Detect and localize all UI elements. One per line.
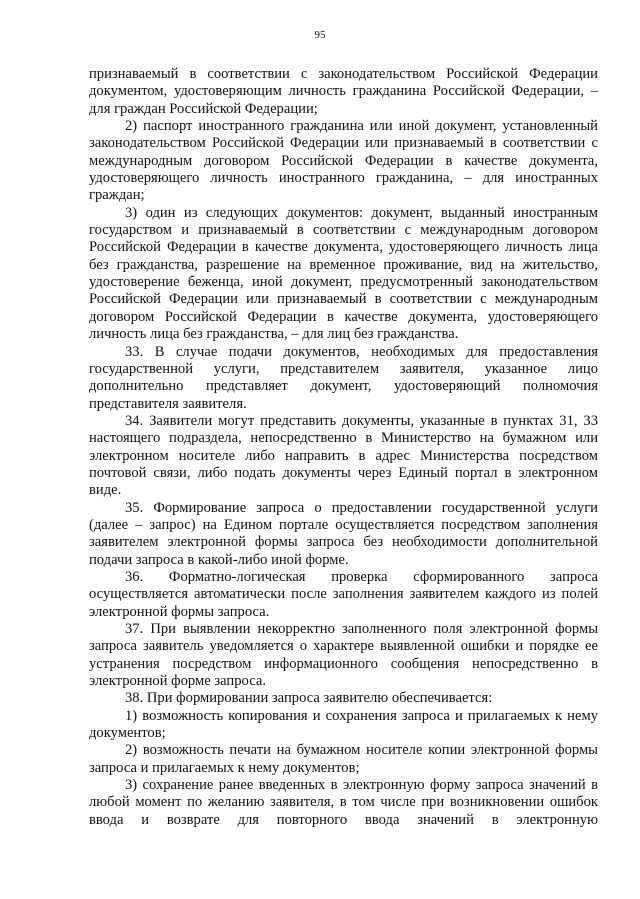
paragraph-clause-34: 34. Заявители могут представить документы, указанные в пунктах 31, 33 настоящего подраздела, непосредственно в Министерство на бумажном или электронном носителе либо направить в адрес Министерства посредством почтовой связи, либо подать документы через Единый портал в электронном виде. — [89, 412, 598, 499]
paragraph-item-2: 2) паспорт иностранного гражданина или иной документ, установленный законодательством Российской Федерации или признаваемый в соответствии с международным договором Российской Федерации в качестве документа, удостоверяющего личность иностранного гражданина, – для иностранных граждан; — [89, 118, 598, 204]
page-number: 95 — [314, 29, 326, 41]
paragraph-clause-38: 38. При формировании запроса заявителю обеспечивается: — [125, 690, 493, 707]
paragraph-clause-38-item-2: 2) возможность печати на бумажном носителе копии электронной формы запроса и прилагаемых к нему документов; — [89, 742, 598, 776]
paragraph-clause-35: 35. Формирование запроса о предоставлении государственной услуги (далее – запрос) на Едином портале осуществляется посредством заполнения заявителем электронной формы запроса без необходимости дополнительной подачи запроса в какой-либо иной форме. — [89, 499, 598, 568]
paragraph-clause-37: 37. При выявлении некорректно заполненного поля электронной формы запроса заявитель уведомляется о характере выявленной ошибки и порядке ее устранения посредством информационного сообщения непосредственно в электронной форме запроса. — [89, 621, 598, 690]
paragraph-clause-38-item-3: 3) сохранение ранее введенных в электронную форму запроса значений в любой момент по желанию заявителя, в том числе при возникновении ошибок ввода и возврате для повторного ввода значений в электронную — [89, 777, 598, 828]
page-body — [89, 66, 598, 829]
paragraph-clause-38-item-1: 1) возможность копирования и сохранения запроса и прилагаемых к нему документов; — [89, 707, 598, 742]
paragraph-clause-36: 36. Форматно-логическая проверка сформированного запроса осуществляется автоматически после заполнения заявителем каждого из полей электронной формы запроса. — [89, 568, 598, 620]
paragraph-item-3: 3) один из следующих документов: документ, выданный иностранным государством и признаваемый в соответствии с международным договором Российской Федерации в качестве документа, удостоверяющего личность лица без гражданства, разрешение на временное проживание, вид на жительство, удостоверение беженца, иной документ, предусмотренный законодательством Российской Федерации или признаваемый в соответствии с международным договором Российской Федерации в качестве документа, удостоверяющего личность лица без гражданства, – для лиц без гражданства. — [89, 204, 598, 343]
paragraph-intro-continuation: признаваемый в соответствии с законодательством Российской Федерации документом, удостоверяющим личность гражданина Российской Федерации, – для граждан Российской Федерации; — [89, 66, 598, 117]
paragraph-clause-33: 33. В случае подачи документов, необходимых для предоставления государственной услуги, представителем заявителя, указанное лицо дополнительно представляет документ, удостоверяющий полномочия представителя заявителя. — [89, 343, 598, 412]
